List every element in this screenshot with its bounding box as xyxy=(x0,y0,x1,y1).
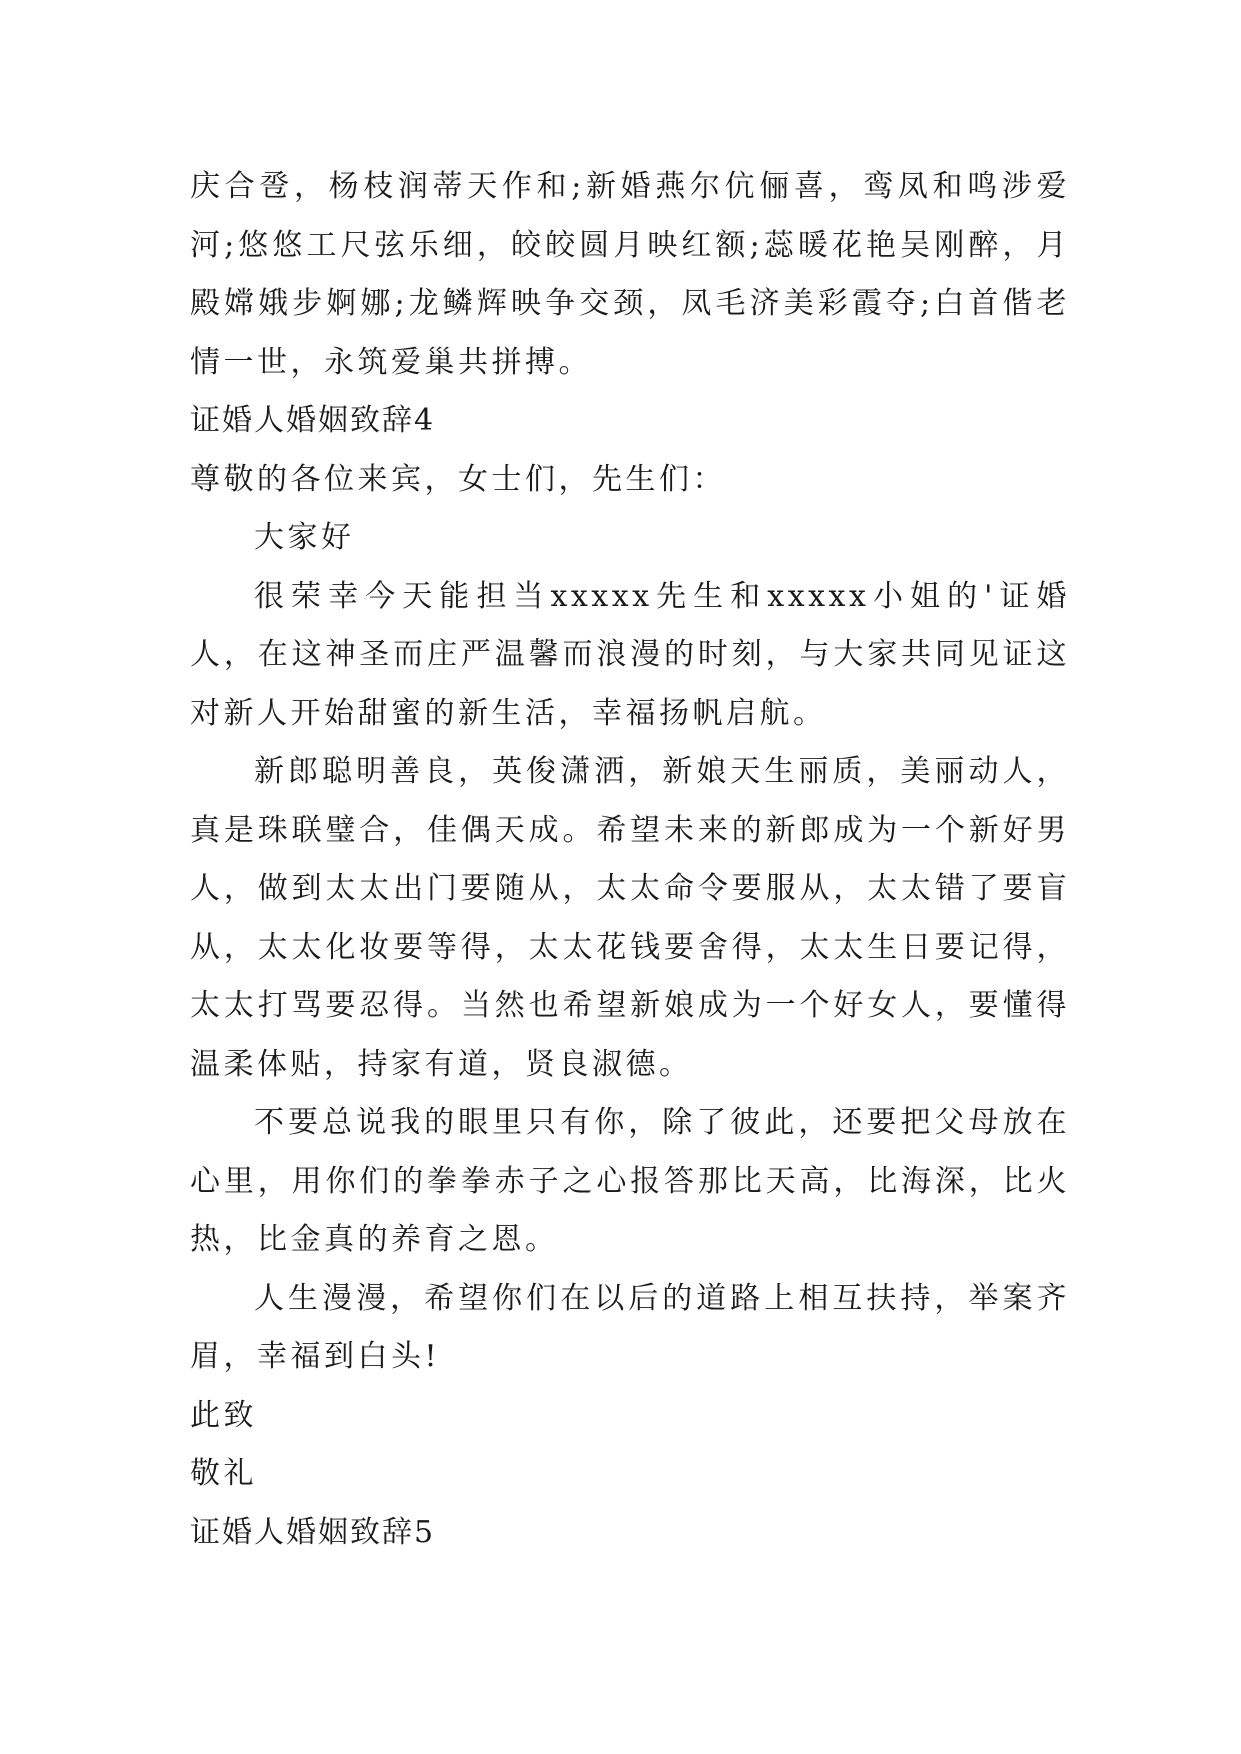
document-body xyxy=(190,158,1070,1562)
paragraph-poem: 庆合卺，杨枝润蒂天作和;新婚燕尔伉俪喜，鸾凤和鸣涉爱河;悠悠工尺弦乐细，皎皎圆月映红额;蕊暖花艳吴刚醉，月殿嫦娥步婀娜;龙鳞辉映争交颈，凤毛济美彩霞夺;白首偕老情一世，永筑爱巢共拼搏。 xyxy=(190,169,1070,380)
paragraph-wishes: 人生漫漫，希望你们在以后的道路上相互扶持，举案齐眉，幸福到白头! xyxy=(190,1280,1070,1374)
paragraph-couple: 新郎聪明善良，英俊潇洒，新娘天生丽质，美丽动人，真是珠联璧合，佳偶天成。希望未来的新郎成为一个新好男人，做到太太出门要随从，太太命令要服从，太太错了要盲从，太太化妆要等得，太太花钱要舍得，太太生日要记得，太太打骂要忍得。当然也希望新娘成为一个好女人，要懂得温柔体贴，持家有道，贤良淑德。 xyxy=(190,754,1070,1082)
section-heading-5: 证婚人婚姻致辞5 xyxy=(190,1514,436,1550)
salutation: 尊敬的各位来宾，女士们，先生们： xyxy=(190,461,726,497)
closing-cizhi: 此致 xyxy=(190,1397,257,1433)
greeting: 大家好 xyxy=(254,520,355,555)
section-heading-4: 证婚人婚姻致辞4 xyxy=(190,403,436,438)
closing-jingli: 敬礼 xyxy=(190,1456,257,1491)
paragraph-parents: 不要总说我的眼里只有你，除了彼此，还要把父母放在心里，用你们的拳拳赤子之心报答那比天高，比海深，比火热，比金真的养育之恩。 xyxy=(190,1105,1070,1257)
paragraph-intro: 很荣幸今天能担当xxxxx先生和xxxxx小姐的'证婚人，在这神圣而庄严温馨而浪漫的时刻，与大家共同见证这对新人开始甜蜜的新生活，幸福扬帆启航。 xyxy=(190,578,1070,731)
